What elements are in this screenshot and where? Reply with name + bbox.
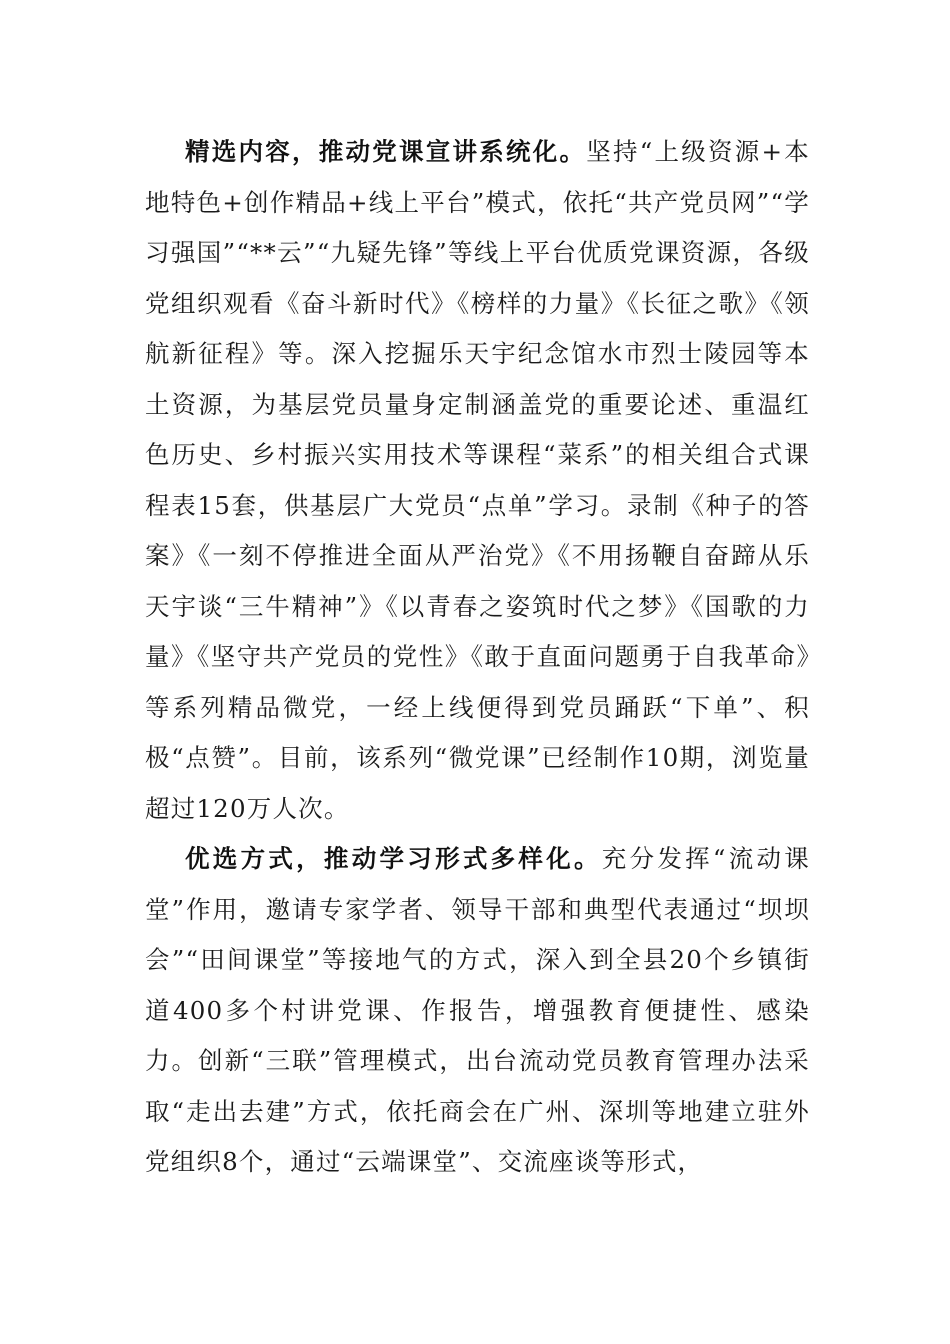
paragraph-lead-heading: 精选内容，推动党课宣讲系统化。: [185, 137, 587, 166]
paragraph-body-text: 坚持“上级资源+本地特色+创作精品+线上平台”模式，依托“共产党员网”“学习强国”“**云”“九疑先锋”等线上平台优质党课资源，各级党组织观看《奋斗新时代》《榜样的力量》《长征之歌》《领航新征程》等。深入挖掘乐天宇纪念馆水市烈士陵园等本土资源，为基层党员量身定制涵盖党的重要论述、重温红色历史、乡村振兴实用技术等课程“菜系”的相关组合式课程表15套，供基层广大党员“点单”学习。录制《种子的答案》《一刻不停推进全面从严治党》《不用扬鞭自奋蹄从乐天宇谈“三牛精神”》《以青春之姿筑时代之梦》《国歌的力量》《坚守共产党员的党性》《敢于直面问题勇于自我革命》等系列精品微党，一经上线便得到党员踊跃“下单”、积极“点赞”。目前，该系列“微党课”已经制作10期，浏览量超过120万人次。: [145, 137, 810, 823]
paragraph-method-selection: [145, 834, 810, 1188]
paragraph-lead-heading: 优选方式，推动学习形式多样化。: [185, 844, 602, 873]
paragraph-content-selection: [145, 127, 810, 834]
paragraph-body-text: 充分发挥“流动课堂”作用，邀请专家学者、领导干部和典型代表通过“坝坝会”“田间课堂”等接地气的方式，深入到全县20个乡镇街道400多个村讲党课、作报告，增强教育便捷性、感染力。创新“三联”管理模式，出台流动党员教育管理办法采取“走出去建”方式，依托商会在广州、深圳等地建立驻外党组织8个，通过“云端课堂”、交流座谈等形式，: [145, 844, 811, 1176]
